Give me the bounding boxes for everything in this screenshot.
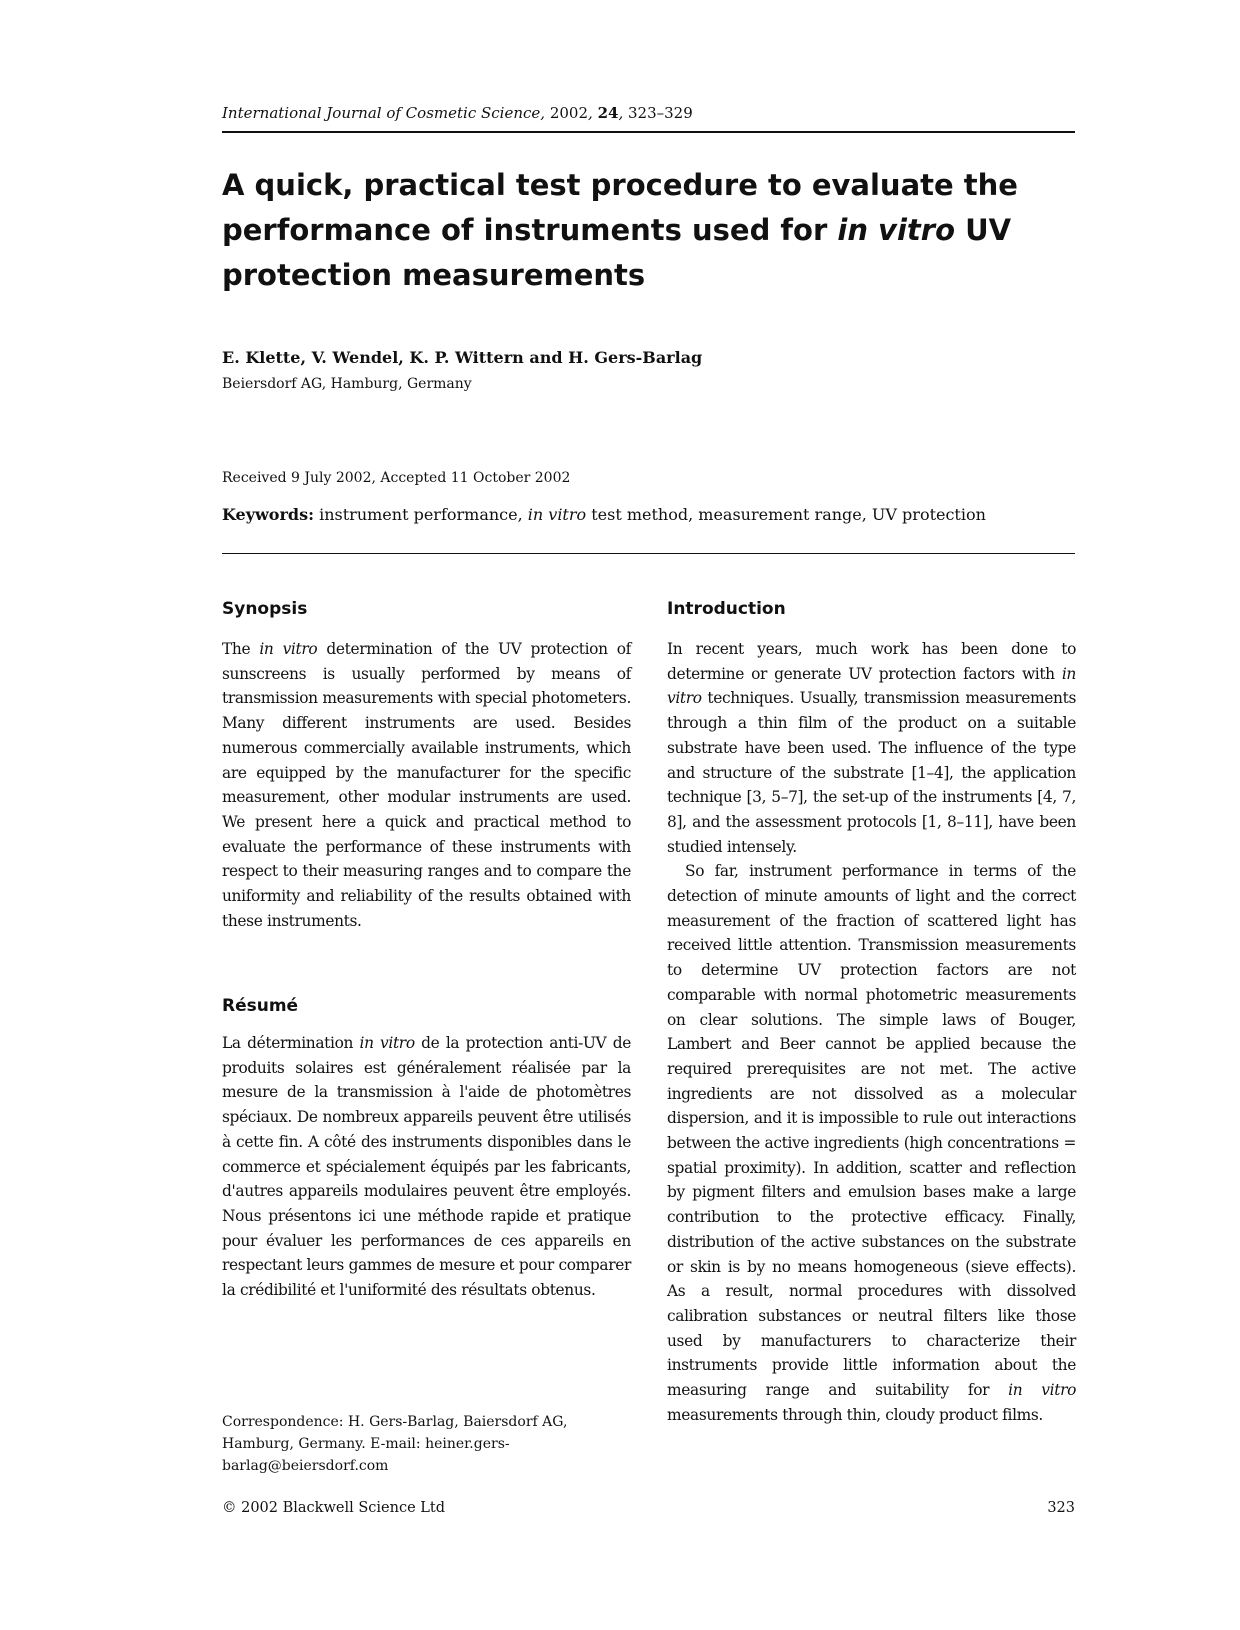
synopsis-part-2: determination of the UV protection of sunscreens is usually performed by means of transmission measurements with special photometers. Many different instruments are used. Besides numerous commercially available instruments, which are equipped by the manufacturer for the specific measurement, other modular instruments are used. We present here a quick and practical method to evaluate the performance of these instruments with respect to their measuring ranges and to compare the uniformity and reliability of the results obtained with these instruments. [222, 640, 631, 930]
copyright-notice: © 2002 Blackwell Science Ltd [222, 1500, 446, 1516]
running-head: International Journal of Cosmetic Science, 2002, 24, 323–329 [222, 104, 693, 122]
journal-pages: 323–329 [627, 104, 693, 122]
journal-name: International Journal of Cosmetic Science [222, 104, 541, 122]
intro-p2-italic: in vitro [1008, 1381, 1076, 1400]
resume-text [222, 1031, 631, 1303]
section-rule [222, 553, 1075, 554]
keywords-part-1: instrument performance, [314, 505, 528, 524]
resume-part-2: de la protection anti-UV de produits solaires est généralement réalisée par la mesure de la transmission à l'aide de photomètres spéciaux. De nombreux appareils peuvent être utilisés à cette fin. A côté des instruments disponibles dans le commerce et spécialement équipés par les fabricants, d'autres appareils modulaires peuvent être employés. Nous présentons ici une méthode rapide et pratique pour évaluer les performances de ces appareils en respectant leurs gammes de mesure et pour comparer la crédibilité et l'uniformité des résultats obtenus. [222, 1034, 631, 1300]
keywords-label: Keywords: [222, 505, 315, 524]
journal-volume: 24 [597, 104, 619, 122]
synopsis-section [222, 598, 631, 933]
introduction-paragraph-2 [667, 859, 1076, 1427]
title-part-2: UV protection measurements [222, 213, 1012, 292]
header-rule [222, 131, 1075, 133]
introduction-heading: Introduction [667, 599, 786, 619]
keywords-part-2: test method, measurement range, UV protection [586, 505, 986, 524]
resume-heading: Résumé [222, 996, 299, 1016]
title-part-1: A quick, practical test procedure to evaluate the performance of instruments used for [222, 168, 1018, 247]
synopsis-heading: Synopsis [222, 599, 308, 619]
affiliation: Beiersdorf AG, Hamburg, Germany [222, 376, 472, 392]
synopsis-part-1: The [222, 640, 260, 658]
keywords-italic: in vitro [527, 505, 587, 524]
page-number: 323 [1047, 1500, 1075, 1516]
article-title [222, 163, 1075, 298]
author-list: E. Klette, V. Wendel, K. P. Wittern and H. Gers-Barlag [222, 348, 703, 367]
received-dates: Received 9 July 2002, Accepted 11 October 2002 [222, 470, 571, 486]
intro-p2-part-2: measurements through thin, cloudy product films. [667, 1405, 1043, 1424]
journal-year: 2002 [549, 104, 589, 122]
resume-italic: in vitro [359, 1034, 415, 1052]
synopsis-text [222, 637, 631, 933]
synopsis-italic: in vitro [259, 640, 318, 658]
intro-p1-part-1: In recent years, much work has been done to determine or generate UV protection factors with [667, 640, 1076, 683]
intro-p2-part-1: So far, instrument performance in terms of the detection of minute amounts of light and the correct measurement of the fraction of scattered light has received little attention. Transmission measurements to determine UV protection factors are not comparable with normal photometric measurements on clear solutions. The simple laws of Bouger, Lambert and Beer cannot be applied because the required prerequisites are not met. The active ingredients are not dissolved as a molecular dispersion, and it is impossible to rule out interactions between the active ingredients (high concentrations = spatial proximity). In addition, scatter and reflection by pigment filters and emulsion bases make a large contribution to the protective efficacy. Finally, distribution of the active substances on the substrate or skin is by no means homogeneous (sieve effects). As a result, normal procedures with dissolved calibration substances or neutral filters like those used by manufacturers to characterize their instruments provide little information about the measuring range and suitability for [667, 862, 1076, 1400]
intro-p1-italic: in vitro [667, 664, 1076, 708]
introduction-section [667, 598, 1076, 1428]
title-italic: in vitro [837, 213, 955, 247]
intro-p1-part-2: techniques. Usually, transmission measurements through a thin film of the product on a suitable substrate have been used. The influence of the type and structure of the substrate [1–4], the application technique [3, 5–7], the set-up of the instruments [4, 7, 8], and the assessment protocols [1, 8–11], have been studied intensely. [667, 689, 1076, 856]
resume-part-1: La détermination [222, 1034, 360, 1052]
introduction-paragraph-1 [667, 637, 1076, 859]
keywords [222, 505, 986, 524]
correspondence-note: Correspondence: H. Gers-Barlag, Baiersdorf AG, Hamburg, Germany. E-mail: heiner.gers-barlag@beiersdorf.com [222, 1414, 568, 1474]
